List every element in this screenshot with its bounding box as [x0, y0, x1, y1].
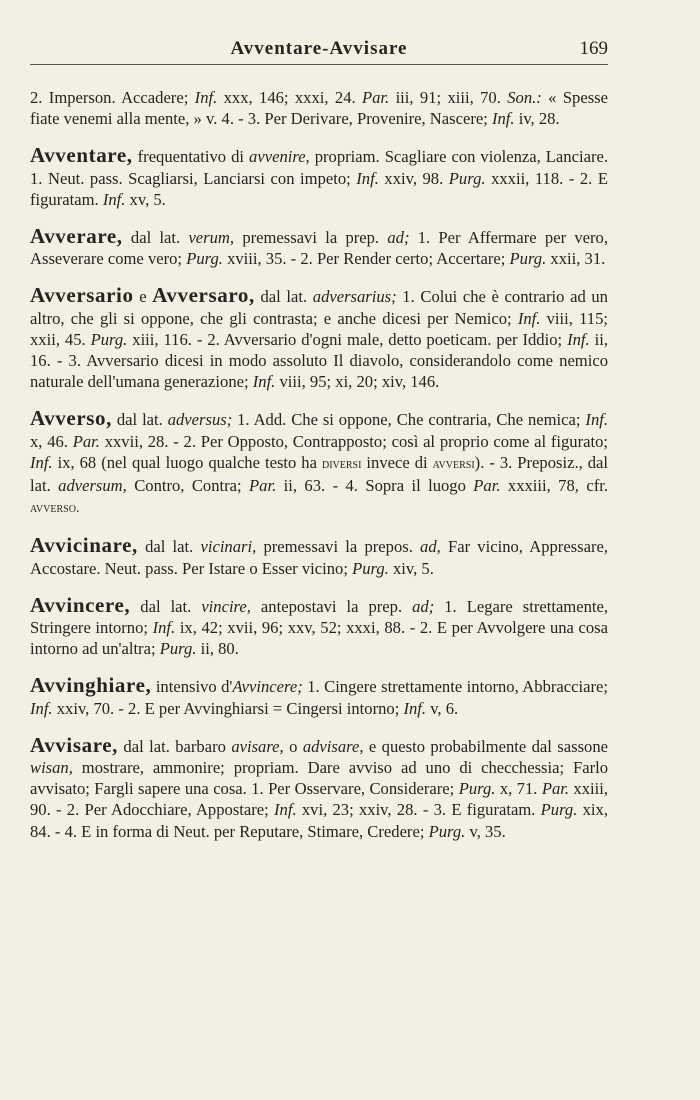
small-caps-word: avverso.: [30, 501, 80, 517]
citation-italic: Inf.: [356, 168, 379, 188]
citation-italic: Par.: [473, 476, 501, 496]
entry-text: xxxiii, 78, cfr.: [500, 476, 608, 496]
entry-text: dal lat.: [130, 596, 202, 616]
citation-italic: adversus;: [167, 410, 233, 430]
entry-text: 1. Cingere strettamente intorno, Abbracciare;: [302, 677, 608, 697]
page-title: Avventare-Avvisare: [230, 38, 408, 59]
entry-text: o: [283, 736, 303, 756]
entry-text: dal lat. barbaro: [118, 736, 232, 756]
entry-avvisare: [30, 732, 609, 842]
entry-text: v, 35.: [465, 821, 506, 841]
citation-italic: Inf.: [403, 698, 427, 718]
citation-italic: avisare,: [231, 736, 284, 756]
headword: Avverare,: [30, 224, 123, 249]
entry-text: mostrare, ammonire; propriam. Dare avviso ad uno di checchessia; Farlo avvisato; Fargli sapere una cosa. 1. Per Osservare, Considerare;: [30, 758, 608, 799]
citation-italic: Inf.: [491, 109, 515, 129]
citation-italic: Inf.: [152, 618, 176, 638]
entry-text: ix, 42; xvii, 96; xxv, 52; xxxi, 88. - 2. E per Avvolgere una cosa intorno ad un'altra;: [30, 618, 609, 659]
citation-italic: Par.: [362, 88, 390, 107]
entry-text: premessavi la prepos.: [256, 537, 421, 557]
citation-italic: avvenire,: [249, 147, 310, 167]
entry-text: xvi, 23; xxiv, 28. - 3. E figuratam.: [296, 800, 541, 820]
entry-avventare: [30, 145, 608, 210]
headword: Avvincere,: [30, 592, 131, 617]
citation-italic: Par.: [541, 779, 570, 799]
entry-avversario: [30, 285, 608, 392]
entry-text: viii, 115; xxii, 45.: [30, 308, 608, 349]
citation-italic: Inf.: [102, 189, 126, 209]
headword: Avverso,: [30, 406, 112, 431]
citation-italic: Inf.: [274, 800, 297, 820]
citation-italic: adversum,: [58, 476, 127, 496]
entry-text: premessavi la prep.: [234, 228, 388, 248]
entry-text: ii, 63. - 4. Sopra il luogo: [276, 476, 474, 496]
running-head: [30, 38, 608, 65]
citation-italic: Inf.: [567, 329, 590, 349]
entry-text: intensivo d': [151, 677, 233, 697]
entry-text: xiii, 116. - 2. Avversario d'ogni male, detto poeticam. per Iddio;: [127, 329, 568, 349]
entry-text: dal lat.: [254, 287, 313, 307]
entry-text: viii, 95; xi, 20; xiv, 146.: [275, 372, 440, 392]
headword: Avversario: [30, 283, 134, 308]
citation-italic: adversarius;: [312, 287, 397, 307]
entry-text: xiv, 5.: [388, 558, 434, 578]
citation-italic: Purg.: [428, 821, 466, 841]
small-caps-word: diversi: [321, 456, 362, 472]
citation-italic: wisan,: [30, 758, 73, 778]
entry-text: 1. Legare strettamente, Stringere intorno;: [30, 596, 609, 638]
citation-italic: Inf.: [194, 88, 218, 107]
citation-italic: Inf.: [517, 308, 541, 328]
citation-italic: Inf.: [30, 452, 53, 472]
citation-italic: Inf.: [30, 698, 53, 718]
citation-italic: Purg.: [458, 779, 496, 799]
entry-avvenire-continuation: [30, 87, 608, 129]
entry-text: 1. Add. Che si oppone, Che contraria, Che nemica;: [232, 410, 586, 430]
entry-text: 1. Colui che è contrario ad un altro, che gli si oppone, che gli contrasta; e anche dicesi per Nemico;: [30, 287, 608, 328]
citation-italic: advisare,: [302, 736, 364, 756]
entry-text: frequentativo di: [132, 147, 250, 167]
entry-text: ii, 16. - 3. Avversario dicesi in modo assoluto Il diavolo, considerandolo come nemico naturale dell'umana generazione;: [30, 329, 608, 392]
entry-text: ). - 3. Preposiz., dal lat.: [30, 452, 609, 496]
entry-avvicinare: [30, 535, 608, 578]
entry-text: xxii, 31.: [546, 249, 606, 269]
entry-text: e questo probabilmente dal sassone: [363, 736, 609, 756]
entry-text: ii, 80.: [196, 639, 239, 659]
entry-text: xix, 84. - 4. E in forma di Neut. per Reputare, Stimare, Credere;: [30, 800, 608, 841]
headword: Avvicinare,: [30, 533, 138, 558]
entry-text: invece di: [361, 452, 433, 472]
entry-text: iii, 91; xiii, 70.: [389, 88, 508, 107]
citation-italic: vicinari,: [200, 537, 257, 557]
citation-italic: Avvincere;: [232, 677, 303, 697]
headword: Avversaro,: [152, 283, 255, 308]
citation-italic: verum,: [188, 228, 235, 248]
entry-text: xviii, 35. - 2. Per Render certo; Accertare;: [222, 249, 510, 269]
entry-list: [30, 87, 608, 842]
citation-italic: Purg.: [448, 168, 486, 188]
citation-italic: vincire,: [201, 596, 251, 616]
entry-text: xxiii, 90. - 2. Per Adocchiare, Appostare;: [30, 779, 609, 820]
entry-text: dal lat.: [111, 410, 168, 430]
citation-italic: Purg.: [159, 639, 197, 659]
citation-italic: ad;: [412, 596, 435, 616]
entry-text: xxiv, 98.: [378, 168, 449, 188]
citation-italic: Son.:: [507, 88, 542, 107]
entry-text: ix, 68 (nel qual luogo qualche testo ha: [52, 452, 322, 472]
entry-text: xxvii, 28. - 2. Per Opposto, Contrapposto; così al proprio come al figurato;: [99, 431, 609, 451]
entry-text: v, 6.: [426, 698, 459, 718]
entry-text: 2. Imperson. Accadere;: [30, 88, 195, 107]
entry-text: e: [133, 287, 153, 307]
entry-text: 1. Per Affermare per vero, Asseverare come vero;: [30, 228, 608, 269]
headword: Avventare,: [30, 143, 133, 168]
entry-text: xv, 5.: [125, 189, 166, 209]
citation-italic: Purg.: [540, 800, 578, 820]
citation-italic: Par.: [249, 476, 277, 496]
entry-text: xxxii, 118. - 2. E figuratam.: [30, 168, 608, 209]
citation-italic: Inf.: [585, 410, 609, 430]
entry-text: x, 71.: [495, 779, 542, 799]
entry-text: dal lat.: [122, 228, 189, 248]
entry-text: xxiv, 70. - 2. E per Avvinghiarsi = Cingersi intorno;: [52, 698, 404, 718]
entry-text: propriam. Scagliare con violenza, Lanciare. 1. Neut. pass. Scagliarsi, Lanciarsi con impeto;: [30, 147, 608, 188]
citation-italic: ad;: [387, 228, 410, 248]
entry-text: « Spesse fiate venemi alla mente, » v. 4. - 3. Per Derivare, Provenire, Nascere;: [30, 88, 608, 129]
entry-text: xxx, 146; xxxi, 24.: [217, 88, 362, 107]
entry-avverso: [30, 408, 608, 519]
headword: Avvisare,: [30, 732, 119, 757]
entry-text: iv, 28.: [514, 109, 560, 129]
entry-text: antepostavi la prep.: [250, 596, 413, 616]
entry-text: x, 46.: [30, 431, 73, 451]
entry-text: dal lat.: [137, 537, 201, 557]
entry-text: Far vicino, Appressare, Accostare. Neut. pass. Per Istare o Esser vicino;: [30, 537, 608, 578]
citation-italic: Inf.: [252, 372, 276, 392]
entry-avverare: [30, 226, 608, 269]
small-caps-word: avversi: [432, 456, 475, 472]
page-number: 169: [579, 38, 608, 59]
citation-italic: Purg.: [352, 558, 389, 578]
citation-italic: ad,: [420, 537, 441, 557]
citation-italic: Par.: [72, 431, 100, 451]
citation-italic: Purg.: [509, 249, 547, 269]
citation-italic: Purg.: [186, 249, 223, 269]
citation-italic: Purg.: [90, 329, 128, 349]
entry-avvincere: [30, 592, 609, 660]
entry-avvinghiare: [30, 675, 608, 718]
entry-text: Contro, Contra;: [126, 476, 250, 496]
headword: Avvinghiare,: [30, 673, 152, 698]
